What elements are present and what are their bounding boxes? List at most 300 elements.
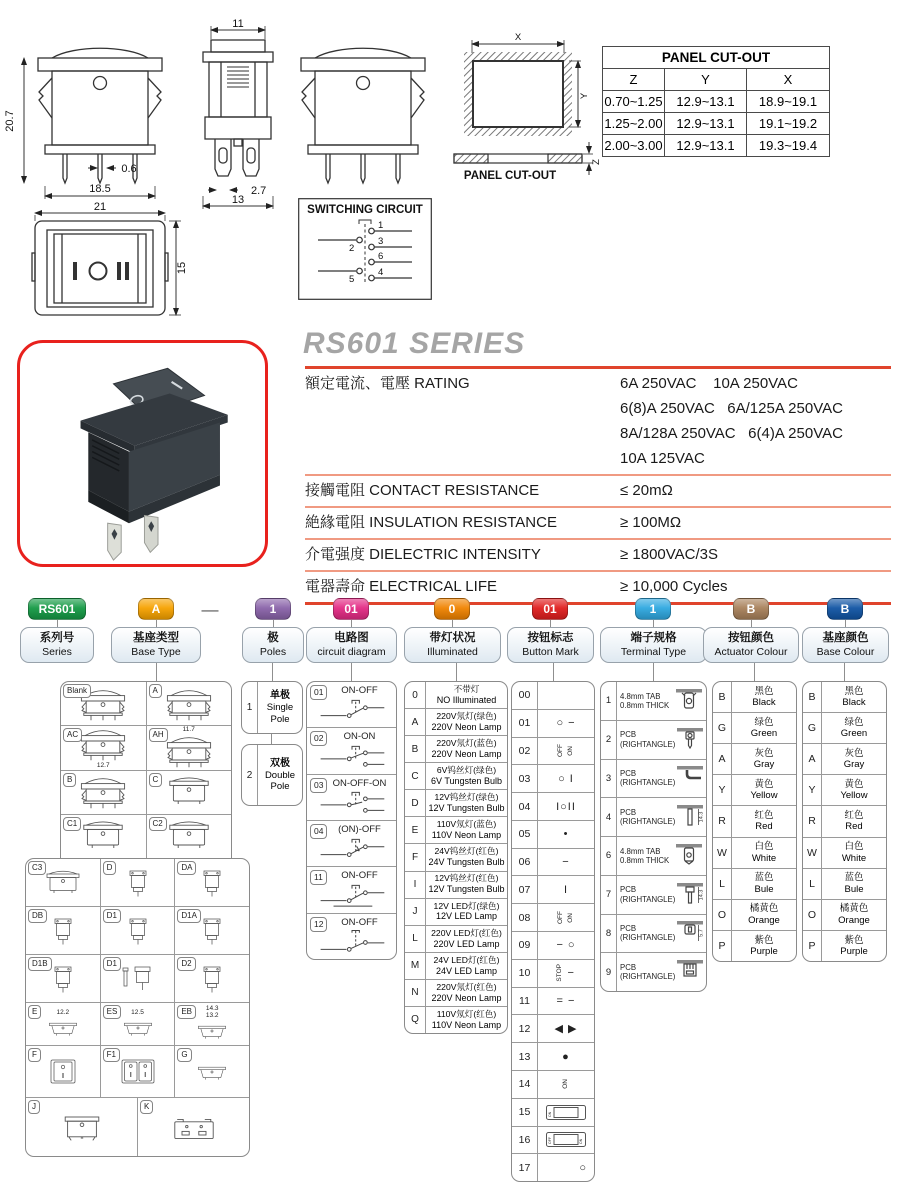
button-mark-symbol: ○ bbox=[579, 1161, 587, 1174]
colour-text bbox=[732, 713, 796, 743]
button-mark-row bbox=[512, 848, 594, 876]
base-type-cell bbox=[175, 859, 249, 906]
switch-thumbnail bbox=[68, 774, 138, 810]
illuminated-code: B bbox=[405, 736, 426, 762]
table-connector-line bbox=[156, 663, 157, 681]
poles-row bbox=[242, 682, 302, 733]
base-type-cell bbox=[175, 1003, 249, 1045]
base-type-row bbox=[61, 814, 231, 858]
illuminated-row bbox=[405, 682, 507, 708]
cutout-column-header: Y bbox=[665, 69, 747, 90]
svg-text:14.3: 14.3 bbox=[698, 889, 705, 900]
base-type-code-chip: DB bbox=[28, 909, 47, 923]
terminal-line1: PCB bbox=[620, 730, 637, 740]
base-type-cell bbox=[101, 1003, 176, 1045]
dimension-label: 11 bbox=[232, 18, 244, 30]
colour-label-en: Purple bbox=[840, 945, 868, 957]
cutout-table-title: PANEL CUT-OUT bbox=[603, 47, 829, 69]
illuminated-label-zh: 220V氖灯(红色) bbox=[436, 981, 497, 992]
button-mark-code: 00 bbox=[512, 682, 538, 709]
table-connector-line bbox=[456, 663, 457, 681]
illuminated-code: A bbox=[405, 709, 426, 735]
colour-row bbox=[803, 774, 886, 805]
button-mark-symbol: = − bbox=[556, 994, 576, 1007]
illuminated-text bbox=[426, 926, 507, 952]
terminal-line2: 0.8mm THICK bbox=[620, 700, 670, 710]
terminal-code: 7 bbox=[601, 876, 617, 914]
illuminated-code: M bbox=[405, 953, 426, 979]
illuminated-code: F bbox=[405, 844, 426, 870]
illuminated-label-en: NO Illuminated bbox=[436, 694, 497, 705]
illuminated-code: J bbox=[405, 899, 426, 925]
base-type-row bbox=[61, 682, 231, 725]
base-type-code-chip: G bbox=[177, 1048, 191, 1062]
switch-thumbnail bbox=[184, 1019, 240, 1043]
colour-label-en: Bule bbox=[754, 883, 774, 895]
button-mark-symbol-area bbox=[538, 793, 594, 820]
circuit-symbol bbox=[313, 928, 391, 957]
illuminated-text bbox=[426, 709, 507, 735]
illuminated-label-zh: 12V钨丝灯(绿色) bbox=[434, 792, 499, 803]
base-type-code-chip: D bbox=[103, 861, 117, 875]
button-mark-symbol: I○II bbox=[556, 800, 576, 813]
button-mark-row bbox=[512, 1014, 594, 1042]
button-mark-symbol-area bbox=[538, 1099, 594, 1126]
base-type-code-chip: D1 bbox=[103, 957, 121, 971]
base-type-cell bbox=[101, 907, 176, 954]
dimension-label: 13.2 bbox=[205, 1012, 219, 1019]
terminal-number: 6 bbox=[378, 251, 384, 262]
colour-label-zh: 黑色 bbox=[844, 685, 864, 697]
base-type-code-chip: EB bbox=[177, 1005, 196, 1019]
ordering-label-zh: 按钮颜色 bbox=[728, 632, 774, 645]
base-type-grid-lower bbox=[25, 858, 250, 1157]
terminal-line1: PCB bbox=[620, 885, 637, 895]
poles-label-en: Double Pole bbox=[264, 769, 296, 792]
colour-label-en: Yellow bbox=[750, 790, 778, 802]
switch-thumbnail bbox=[154, 774, 224, 810]
ordering-badge-poles: 1 bbox=[255, 598, 291, 620]
spec-value-line: ≤ 20mΩ bbox=[620, 482, 673, 499]
terminal-line2: (RIGHTANGLE) bbox=[620, 894, 676, 904]
base-type-cell bbox=[61, 726, 147, 769]
base-type-row bbox=[26, 906, 249, 954]
circuit-symbol bbox=[313, 696, 391, 725]
colour-label-en: Green bbox=[750, 728, 778, 740]
terminal-text bbox=[617, 915, 675, 953]
spec-row bbox=[305, 538, 891, 570]
table-connector-line bbox=[272, 663, 273, 681]
switching-circuit-title: SWITCHING CIRCUIT bbox=[307, 204, 423, 216]
badge-connector-line bbox=[57, 620, 58, 627]
colour-label-en: Yellow bbox=[840, 790, 868, 802]
spec-row bbox=[305, 570, 891, 602]
terminal-line1: PCB bbox=[620, 807, 637, 817]
ordering-badge-series: RS601 bbox=[28, 598, 86, 620]
ordering-label-zh: 电路图 bbox=[334, 632, 369, 645]
ordering-label-en: Terminal Type bbox=[620, 645, 687, 658]
ordering-label-zh: 端子规格 bbox=[630, 632, 677, 645]
button-mark-row bbox=[512, 792, 594, 820]
button-mark-symbol: ○ I bbox=[558, 772, 574, 785]
colour-row bbox=[713, 774, 796, 805]
colour-text bbox=[822, 682, 886, 712]
base-type-code-chip: F1 bbox=[103, 1048, 120, 1062]
ordering-label-base-type bbox=[111, 627, 201, 663]
ordering-badge-circuit: 01 bbox=[333, 598, 369, 620]
ordering-label-en: Poles bbox=[259, 645, 287, 658]
colour-text bbox=[822, 869, 886, 899]
badge-connector-line bbox=[845, 620, 846, 627]
spec-bottom-rule bbox=[305, 602, 891, 605]
colour-code: W bbox=[713, 838, 732, 868]
badge-connector-line bbox=[550, 620, 551, 627]
base-type-code-chip: Blank bbox=[63, 684, 91, 698]
colour-label-zh: 红色 bbox=[754, 810, 774, 822]
button-mark-symbol: ◀ ▶ bbox=[554, 1023, 578, 1036]
badge-connector-line bbox=[751, 620, 752, 627]
illuminated-code: D bbox=[405, 790, 426, 816]
base-type-row bbox=[26, 1097, 249, 1157]
button-mark-symbol-area bbox=[538, 765, 594, 792]
spec-value-line: 6(8)A 250VAC 6A/125A 250VAC bbox=[620, 400, 843, 417]
button-mark-row bbox=[512, 875, 594, 903]
illuminated-text bbox=[426, 763, 507, 789]
illuminated-code: N bbox=[405, 980, 426, 1006]
button-mark-symbol-area bbox=[538, 1071, 594, 1098]
dimension-label: 12.2 bbox=[56, 1008, 70, 1016]
ordering-label-series bbox=[20, 627, 94, 663]
spec-value-line: 6A 250VAC 10A 250VAC bbox=[620, 375, 798, 392]
base-type-cell bbox=[175, 955, 249, 1002]
colour-text bbox=[732, 838, 796, 868]
terminal-code: 8 bbox=[601, 915, 617, 953]
ordering-label-zh: 基座颜色 bbox=[822, 632, 869, 645]
illuminated-text bbox=[426, 817, 507, 843]
illuminated-label-en: 220V Neon Lamp bbox=[431, 992, 502, 1003]
base-type-cell bbox=[26, 1046, 101, 1097]
base-type-grid-upper bbox=[60, 681, 232, 858]
poles-row bbox=[242, 745, 302, 805]
colour-text bbox=[822, 900, 886, 930]
base-type-cell bbox=[101, 1046, 176, 1097]
colour-text bbox=[822, 931, 886, 961]
colour-code: Y bbox=[803, 775, 822, 805]
illuminated-code: C bbox=[405, 763, 426, 789]
colour-text bbox=[822, 713, 886, 743]
base-type-row bbox=[61, 725, 231, 769]
colour-label-zh: 黄色 bbox=[844, 778, 864, 790]
button-mark-symbol-area bbox=[538, 988, 594, 1015]
ordering-label-zh: 基座类型 bbox=[133, 632, 179, 645]
colour-label-zh: 红色 bbox=[844, 810, 864, 822]
colour-text bbox=[822, 838, 886, 868]
colour-row bbox=[803, 682, 886, 712]
base-type-cell bbox=[61, 815, 147, 858]
colour-code: R bbox=[713, 806, 732, 836]
illuminated-label-en: 24V Tungsten Bulb bbox=[428, 857, 505, 868]
colour-label-zh: 绿色 bbox=[754, 716, 774, 728]
circuit-row bbox=[307, 820, 396, 866]
colour-label-en: White bbox=[841, 852, 867, 864]
terminal-type-row bbox=[601, 875, 706, 914]
terminal-icon bbox=[675, 959, 705, 985]
illuminated-label-zh: 220V LED灯(红色) bbox=[431, 927, 502, 938]
colour-label-en: Orange bbox=[838, 914, 870, 926]
circuit-code-chip: 12 bbox=[310, 917, 327, 932]
illuminated-label-zh: 24V LED灯(红色) bbox=[433, 954, 500, 965]
terminal-number: 2 bbox=[349, 243, 355, 254]
base-type-row bbox=[26, 954, 249, 1002]
ordering-label-zh: 带灯状况 bbox=[429, 632, 476, 645]
colour-code: B bbox=[713, 682, 732, 712]
base-type-code-chip: D1B bbox=[28, 957, 52, 971]
colour-code: P bbox=[713, 931, 732, 961]
illuminated-text bbox=[426, 844, 507, 870]
dimension-label: 14.3 bbox=[205, 1005, 219, 1012]
colour-row bbox=[803, 743, 886, 774]
base-type-cell bbox=[138, 1098, 249, 1157]
terminal-line2: (RIGHTANGLE) bbox=[620, 778, 676, 788]
ordering-label-illuminated bbox=[404, 627, 501, 663]
spec-values bbox=[620, 510, 891, 535]
base-type-cell bbox=[26, 907, 101, 954]
button-mark-symbol-area bbox=[538, 1015, 594, 1042]
product-photo bbox=[17, 340, 268, 567]
circuit-name: ON-OFF-ON bbox=[332, 777, 387, 789]
circuit-code-chip: 11 bbox=[310, 870, 327, 885]
circuit-name: ON-OFF bbox=[341, 916, 378, 928]
colour-label-zh: 灰色 bbox=[754, 747, 774, 759]
circuit-code-chip: 04 bbox=[310, 824, 327, 839]
button-mark-row bbox=[512, 1098, 594, 1126]
colour-row bbox=[713, 930, 796, 961]
cutout-cell: 19.1~19.2 bbox=[758, 116, 818, 131]
button-mark-row bbox=[512, 987, 594, 1015]
terminal-type-row bbox=[601, 682, 706, 720]
ordering-badge-button-mark: 01 bbox=[532, 598, 568, 620]
ordering-label-zh: 按钮标志 bbox=[527, 632, 574, 645]
colour-label-en: Black bbox=[752, 697, 776, 709]
terminal-code: 9 bbox=[601, 953, 617, 991]
colour-code: G bbox=[803, 713, 822, 743]
colour-row bbox=[803, 868, 886, 899]
base-type-cell bbox=[101, 955, 176, 1002]
base-type-cell bbox=[101, 859, 176, 906]
table-connector-line bbox=[844, 663, 845, 681]
colour-row bbox=[713, 743, 796, 774]
illuminated-text bbox=[426, 899, 507, 925]
circuit-code-chip: 02 bbox=[310, 731, 327, 746]
illuminated-label-en: 220V Neon Lamp bbox=[431, 721, 502, 732]
illuminated-label-en: 12V LED Lamp bbox=[435, 911, 498, 922]
base-type-cell bbox=[26, 1003, 101, 1045]
base-type-code-chip: DA bbox=[177, 861, 196, 875]
ordering-label-terminal bbox=[600, 627, 707, 663]
illuminated-text bbox=[426, 980, 507, 1006]
cutout-cell: 12.9~13.1 bbox=[665, 91, 747, 112]
button-mark-symbol-area bbox=[538, 849, 594, 876]
colour-text bbox=[732, 900, 796, 930]
dimension-label: 2.7 bbox=[251, 185, 267, 197]
terminal-code: 6 bbox=[601, 837, 617, 875]
base-type-cell bbox=[175, 1046, 249, 1097]
illuminated-label-zh: 不带灯 bbox=[453, 683, 480, 694]
base-type-cell bbox=[147, 726, 232, 769]
poles-code: 1 bbox=[242, 682, 258, 733]
circuit-row bbox=[307, 727, 396, 773]
button-mark-row bbox=[512, 737, 594, 765]
base-type-code-chip: K bbox=[140, 1100, 153, 1114]
ordering-label-en: circuit diagram bbox=[317, 645, 386, 658]
dimension-label: 0.6 bbox=[121, 163, 137, 175]
dimension-label: 21 bbox=[93, 201, 107, 213]
base-type-cell bbox=[26, 955, 101, 1002]
spec-row bbox=[305, 506, 891, 538]
button-mark-row bbox=[512, 1126, 594, 1154]
side-view-drawing-1 bbox=[4, 48, 162, 199]
cutout-column-header: Z bbox=[603, 69, 665, 90]
button-mark-symbol: I bbox=[563, 883, 569, 896]
rocker-switch-illustration bbox=[24, 347, 262, 561]
ordering-label-poles bbox=[242, 627, 304, 663]
colour-label-en: Gray bbox=[753, 759, 775, 771]
button-mark-symbol: − bbox=[567, 967, 575, 980]
colour-text bbox=[732, 775, 796, 805]
colour-label-en: Bule bbox=[844, 883, 864, 895]
spec-value-line: ≥ 10,000 Cycles bbox=[620, 578, 728, 595]
switch-thumbnail bbox=[110, 868, 166, 898]
base-type-cell bbox=[26, 859, 101, 906]
colour-label-en: Green bbox=[840, 728, 868, 740]
button-mark-symbol-area bbox=[538, 960, 594, 987]
colour-code: W bbox=[803, 838, 822, 868]
circuit-code-chip: 03 bbox=[310, 778, 327, 793]
spec-value-line: 8A/128A 250VAC 6(4)A 250VAC bbox=[620, 425, 843, 442]
colour-row bbox=[713, 837, 796, 868]
illuminated-code: I bbox=[405, 872, 426, 898]
colour-row bbox=[803, 930, 886, 961]
illuminated-code: 0 bbox=[405, 682, 426, 708]
colour-code: O bbox=[713, 900, 732, 930]
base-type-cell bbox=[26, 1098, 138, 1157]
colour-text bbox=[732, 806, 796, 836]
base-type-cell bbox=[61, 771, 147, 814]
colour-code: L bbox=[713, 869, 732, 899]
terminal-line1: PCB bbox=[620, 962, 637, 972]
colour-row bbox=[713, 712, 796, 743]
button-mark-row bbox=[512, 903, 594, 931]
base-type-code-chip: B bbox=[63, 773, 76, 787]
terminal-text bbox=[617, 721, 675, 759]
button-mark-symbol-area bbox=[538, 710, 594, 737]
ordering-label-circuit bbox=[306, 627, 397, 663]
colour-code: L bbox=[803, 869, 822, 899]
terminal-code: 4 bbox=[601, 798, 617, 836]
button-mark-code: 17 bbox=[512, 1154, 538, 1181]
illuminated-text bbox=[426, 872, 507, 898]
colour-label-zh: 绿色 bbox=[844, 716, 864, 728]
illuminated-label-en: 12V Tungsten Bulb bbox=[428, 884, 505, 895]
panel-cutout-diagram bbox=[454, 32, 602, 182]
base-type-cell bbox=[147, 682, 232, 725]
illuminated-row bbox=[405, 871, 507, 898]
spec-label: 電器壽命 ELECTRICAL LIFE bbox=[305, 578, 497, 595]
spec-values bbox=[620, 574, 891, 599]
terminal-text bbox=[617, 953, 675, 991]
spec-values bbox=[620, 542, 891, 567]
terminal-line2: (RIGHTANGLE) bbox=[620, 739, 676, 749]
dimension-label: 20.7 bbox=[4, 110, 16, 132]
button-mark-code: 14 bbox=[512, 1071, 538, 1098]
terminal-text bbox=[617, 798, 675, 836]
cutout-column-header: X bbox=[783, 72, 793, 87]
spec-row bbox=[305, 366, 891, 474]
spec-label: 接觸電阻 CONTACT RESISTANCE bbox=[305, 482, 540, 499]
illuminated-code: L bbox=[405, 926, 426, 952]
terminal-line2: (RIGHTANGLE) bbox=[620, 817, 676, 827]
poles-text bbox=[258, 745, 302, 805]
colour-code: A bbox=[713, 744, 732, 774]
button-mark-symbol: STOP bbox=[556, 964, 564, 982]
circuit-row bbox=[307, 866, 396, 912]
circuit-symbol bbox=[313, 835, 391, 864]
actuator-colour-table bbox=[712, 681, 797, 962]
terminal-line1: PCB bbox=[620, 769, 637, 779]
circuit-symbol bbox=[313, 789, 391, 818]
colour-text bbox=[822, 775, 886, 805]
button-mark-rocker-glyph bbox=[546, 1105, 586, 1120]
ordering-badge-base-type: A bbox=[138, 598, 174, 620]
illuminated-row bbox=[405, 898, 507, 925]
illuminated-row bbox=[405, 925, 507, 952]
button-mark-rocker-glyph bbox=[546, 1132, 586, 1147]
terminal-type-row bbox=[601, 952, 706, 991]
button-mark-code: 08 bbox=[512, 904, 538, 931]
terminal-number: 4 bbox=[378, 267, 384, 278]
cutout-cell: 1.25~2.00 bbox=[603, 113, 665, 134]
ordering-label-actuator-colour bbox=[703, 627, 799, 663]
button-mark-symbol-area bbox=[538, 1127, 594, 1154]
base-type-code-chip: D2 bbox=[177, 957, 195, 971]
spec-label: 絶緣電阻 INSULATION RESISTANCE bbox=[305, 514, 557, 531]
switch-thumbnail bbox=[154, 686, 224, 722]
button-mark-code: 10 bbox=[512, 960, 538, 987]
terminal-type-row bbox=[601, 720, 706, 759]
colour-text bbox=[732, 682, 796, 712]
circuit-row bbox=[307, 682, 396, 727]
terminal-text bbox=[617, 837, 674, 875]
terminal-number: 3 bbox=[378, 236, 384, 247]
button-mark-code: 03 bbox=[512, 765, 538, 792]
colour-text bbox=[732, 869, 796, 899]
switch-thumbnail bbox=[35, 1057, 91, 1087]
button-mark-symbol-area bbox=[538, 682, 594, 709]
colour-label-zh: 蓝色 bbox=[844, 872, 864, 884]
terminal-number: 5 bbox=[349, 274, 355, 285]
colour-code: Y bbox=[713, 775, 732, 805]
button-mark-row bbox=[512, 709, 594, 737]
poles-label-zh: 单极 bbox=[270, 690, 290, 702]
illuminated-label-zh: 110V氖灯(蓝色) bbox=[436, 819, 497, 830]
circuit-code-chip: 01 bbox=[310, 685, 327, 700]
button-mark-symbol: ON bbox=[567, 912, 574, 923]
base-type-code-chip: AC bbox=[63, 728, 82, 742]
colour-label-en: Red bbox=[845, 821, 863, 833]
button-mark-row bbox=[512, 1042, 594, 1070]
illuminated-label-zh: 12V LED灯(绿色) bbox=[433, 900, 500, 911]
switch-thumbnail bbox=[35, 1016, 91, 1040]
